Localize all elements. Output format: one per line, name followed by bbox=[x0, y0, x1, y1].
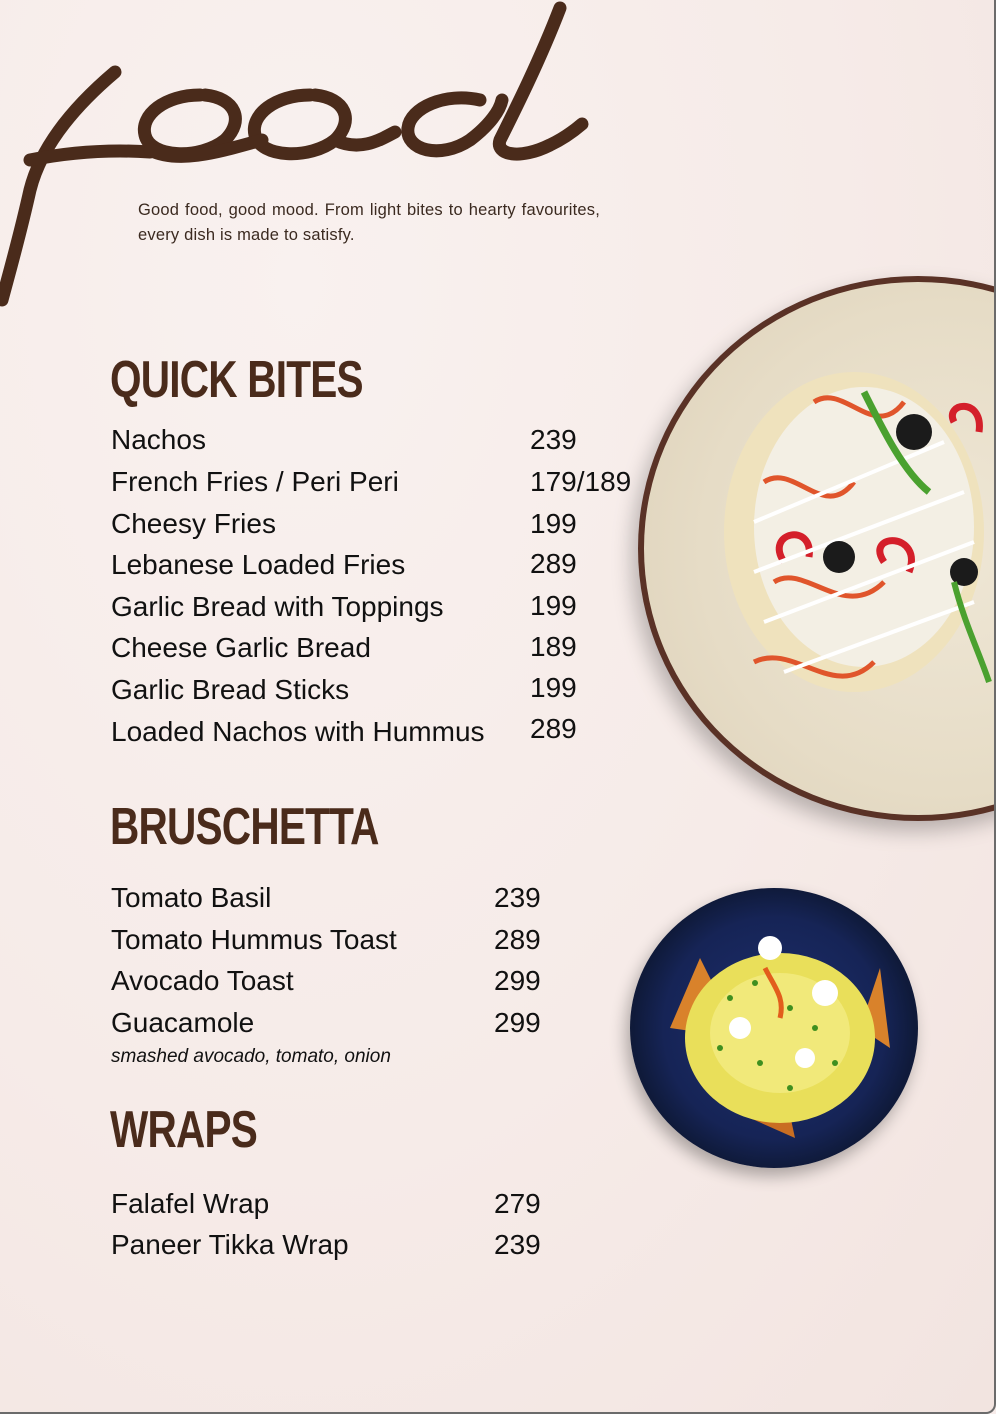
menu-item-name: Cheese Garlic Bread bbox=[111, 632, 371, 663]
menu-item-price: 289 bbox=[494, 924, 541, 955]
section-heading-bruschetta: BRUSCHETTA bbox=[110, 798, 379, 856]
intro-text: Good food, good mood. From light bites to hearty favourites, every dish is made to satisfy. bbox=[138, 201, 600, 244]
menu-item-price: 279 bbox=[494, 1188, 541, 1219]
menu-item-name: Avocado Toast bbox=[111, 965, 294, 996]
menu-item-note: smashed avocado, tomato, onion bbox=[111, 1046, 391, 1067]
nachos-topping-illustration bbox=[644, 282, 996, 815]
menu-item-price: 299 bbox=[494, 965, 541, 996]
menu-item-name: Falafel Wrap bbox=[111, 1188, 270, 1219]
section-heading-quick-bites: QUICK BITES bbox=[110, 351, 363, 409]
nachos-blue-bowl-image bbox=[630, 888, 918, 1168]
menu-item-price: 299 bbox=[494, 1007, 541, 1038]
menu-item-name: Nachos bbox=[111, 424, 206, 455]
menu-item-name: Guacamole bbox=[111, 1007, 255, 1038]
section-heading-wraps: WRAPS bbox=[110, 1101, 258, 1159]
menu-item-name: Tomato Basil bbox=[111, 882, 272, 913]
menu-item-name: Lebanese Loaded Fries bbox=[111, 549, 406, 580]
menu-item-price: 239 bbox=[494, 1229, 541, 1260]
menu-item-price: 289 bbox=[530, 548, 577, 579]
menu-item-name: Paneer Tikka Wrap bbox=[111, 1229, 349, 1260]
menu-item-name: Loaded Nachos with Hummus bbox=[111, 716, 485, 747]
loaded-nachos-plate-image bbox=[638, 276, 996, 821]
menu-item-price: 239 bbox=[530, 424, 577, 455]
menu-item-name: Garlic Bread Sticks bbox=[111, 674, 350, 705]
menu-item-name: Garlic Bread with Toppings bbox=[111, 591, 444, 622]
food-script-title bbox=[0, 0, 620, 320]
menu-item-price: 199 bbox=[530, 672, 577, 703]
menu-item-name: French Fries / Peri Peri bbox=[111, 466, 399, 497]
menu-item-price: 189 bbox=[530, 631, 577, 662]
menu-item-price: 199 bbox=[530, 590, 577, 621]
menu-item-price: 239 bbox=[494, 882, 541, 913]
menu-item-price: 199 bbox=[530, 508, 577, 539]
menu-item-price: 179/189 bbox=[530, 466, 632, 497]
menu-item-name: Tomato Hummus Toast bbox=[111, 924, 397, 955]
bowl-nachos-illustration bbox=[630, 888, 918, 1168]
menu-item-price: 289 bbox=[530, 713, 577, 744]
menu-item-name: Cheesy Fries bbox=[111, 508, 276, 539]
